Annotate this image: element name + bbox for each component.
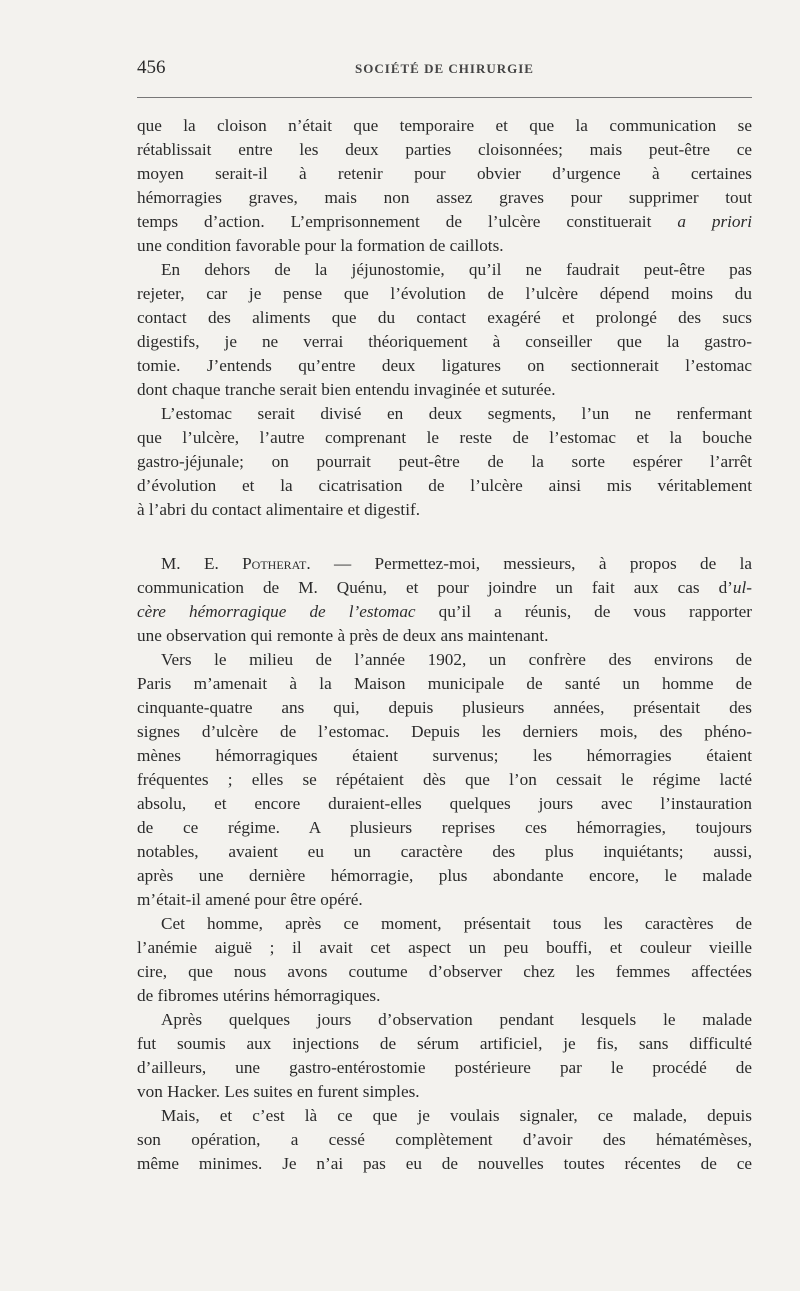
text-segment: cire, que nous avons coutume d’observer chez les femmes affectées — [137, 962, 752, 981]
text-line — [137, 258, 752, 282]
text-segment: d’évolution et la cicatrisation de l’ulcère ainsi mis véritablement — [137, 476, 752, 495]
text-line — [137, 114, 752, 138]
text-line — [137, 402, 752, 426]
text-line — [137, 936, 752, 960]
text-segment: son opération, a cessé complètement d’avoir des hématémèses, — [137, 1130, 752, 1149]
text-line — [137, 600, 752, 624]
text-line — [137, 576, 752, 600]
text-line — [137, 474, 752, 498]
header-rule — [137, 97, 752, 98]
text-segment: à l’abri du contact alimentaire et digestif. — [137, 500, 420, 519]
text-segment: notables, avaient eu un caractère des plus inquiétants; aussi, — [137, 842, 752, 861]
text-segment: de fibromes utérins hémorragiques. — [137, 986, 381, 1005]
text-line — [137, 720, 752, 744]
text-segment: signes d’ulcère de l’estomac. Depuis les derniers mois, des phéno- — [137, 722, 752, 741]
text-line — [137, 864, 752, 888]
text-segment: même minimes. Je n’ai pas eu de nouvelles toutes récentes de ce — [137, 1154, 752, 1173]
text-segment: rétablissait entre les deux parties cloisonnées; mais peut-être ce — [137, 140, 752, 159]
text-segment: temps d’action. L’emprisonnement de l’ulcère constituerait — [137, 212, 678, 231]
text-line — [137, 378, 752, 402]
text-line — [137, 768, 752, 792]
text-line — [137, 648, 752, 672]
text-line — [137, 186, 752, 210]
text-line — [137, 984, 752, 1008]
text-line — [137, 1080, 752, 1104]
text-line — [137, 1152, 752, 1176]
text-line — [137, 960, 752, 984]
paragraph — [137, 1008, 752, 1104]
speaker-name: Potherat — [242, 554, 307, 573]
text-segment: une condition favorable pour la formation de caillots. — [137, 236, 504, 255]
text-segment: Mais, et c’est là ce que je voulais signaler, ce malade, depuis — [161, 1106, 752, 1125]
text-segment: contact des aliments que du contact exagéré et prolongé des sucs — [137, 308, 752, 327]
text-segment: communication de M. Quénu, et pour joindre un fait aux cas d’ — [137, 578, 733, 597]
text-segment: Cet homme, après ce moment, présentait tous les caractères de — [161, 914, 752, 933]
text-line — [137, 306, 752, 330]
text-line — [137, 138, 752, 162]
text-line — [137, 1128, 752, 1152]
text-segment: m’était-il amené pour être opéré. — [137, 890, 363, 909]
text-line — [137, 840, 752, 864]
text-segment: tomie. J’entends qu’entre deux ligatures on sectionnerait l’estomac — [137, 356, 752, 375]
text-segment: hémorragies graves, mais non assez graves pour supprimer tout — [137, 188, 752, 207]
text-line — [137, 1056, 752, 1080]
text-segment: l’anémie aiguë ; il avait cet aspect un peu bouffi, et couleur vieille — [137, 938, 752, 957]
page-number: 456 — [137, 57, 166, 78]
text-segment: gastro-jéjunale; on pourrait peut-être de la sorte espérer l’arrêt — [137, 452, 752, 471]
text-segment: absolu, et encore duraient-elles quelques jours avec l’instauration — [137, 794, 752, 813]
text-line — [137, 552, 752, 576]
text-segment: M. E. — [161, 554, 243, 573]
text-line — [137, 210, 752, 234]
paragraph — [137, 912, 752, 1008]
text-segment: fréquentes ; elles se répétaient dès que l’on cessait le régime lacté — [137, 770, 752, 789]
text-line — [137, 450, 752, 474]
page-header — [137, 57, 752, 81]
text-segment: L’estomac serait divisé en deux segments, l’un ne renfermant — [161, 404, 752, 423]
page-body — [137, 114, 752, 1176]
text-segment: digestifs, je ne verrai théoriquement à conseiller que la gastro- — [137, 332, 752, 351]
text-line — [137, 330, 752, 354]
text-segment: d’ailleurs, une gastro-entérostomie postérieure par le procédé de — [137, 1058, 752, 1077]
paragraph — [137, 114, 752, 258]
text-line — [137, 912, 752, 936]
paragraph — [137, 552, 752, 648]
text-segment: Paris m’amenait à la Maison municipale de santé un homme de — [137, 674, 752, 693]
text-segment: de ce régime. A plusieurs reprises ces hémorragies, toujours — [137, 818, 752, 837]
text-segment: . — Permettez-moi, messieurs, à propos de la — [306, 554, 752, 573]
text-segment: que la cloison n’était que temporaire et que la communication se — [137, 116, 752, 135]
text-segment: Vers le milieu de l’année 1902, un confrère des environs de — [161, 650, 752, 669]
text-segment: une observation qui remonte à près de deux ans maintenant. — [137, 626, 549, 645]
text-segment: Après quelques jours d’observation pendant lesquels le malade — [161, 1010, 752, 1029]
paragraph — [137, 258, 752, 402]
text-line — [137, 816, 752, 840]
italic-text: ul- — [732, 578, 752, 597]
text-line — [137, 282, 752, 306]
text-segment: après une dernière hémorragie, plus abondante encore, le malade — [137, 866, 752, 885]
italic-text: cère hémorragique de l’estomac — [137, 602, 416, 621]
text-segment: cinquante-quatre ans qui, depuis plusieurs années, présentait des — [137, 698, 752, 717]
text-line — [137, 162, 752, 186]
text-line — [137, 1008, 752, 1032]
text-line — [137, 744, 752, 768]
text-segment: mènes hémorragiques étaient survenus; les hémorragies étaient — [137, 746, 752, 765]
text-line — [137, 354, 752, 378]
text-line — [137, 696, 752, 720]
text-line — [137, 1032, 752, 1056]
text-line — [137, 426, 752, 450]
text-segment: fut soumis aux injections de sérum artificiel, je fis, sans difficulté — [137, 1034, 752, 1053]
text-segment: rejeter, car je pense que l’évolution de l’ulcère dépend moins du — [137, 284, 752, 303]
text-segment: von Hacker. Les suites en furent simples. — [137, 1082, 420, 1101]
section-gap — [137, 522, 752, 552]
italic-text: a priori — [677, 212, 752, 231]
text-line — [137, 792, 752, 816]
text-line — [137, 498, 752, 522]
text-segment: dont chaque tranche serait bien entendu invaginée et suturée. — [137, 380, 556, 399]
text-line — [137, 234, 752, 258]
paragraph — [137, 402, 752, 522]
text-segment: moyen serait-il à retenir pour obvier d’urgence à certaines — [137, 164, 752, 183]
paragraph — [137, 1104, 752, 1176]
text-line — [137, 624, 752, 648]
text-segment: que l’ulcère, l’autre comprenant le reste de l’estomac et la bouche — [137, 428, 752, 447]
text-line — [137, 888, 752, 912]
running-title: SOCIÉTÉ DE CHIRURGIE — [355, 61, 534, 76]
text-line — [137, 1104, 752, 1128]
text-segment: En dehors de la jéjunostomie, qu’il ne faudrait peut-être pas — [161, 260, 752, 279]
text-line — [137, 672, 752, 696]
text-segment: qu’il a réunis, de vous rapporter — [415, 602, 752, 621]
paragraph — [137, 648, 752, 912]
